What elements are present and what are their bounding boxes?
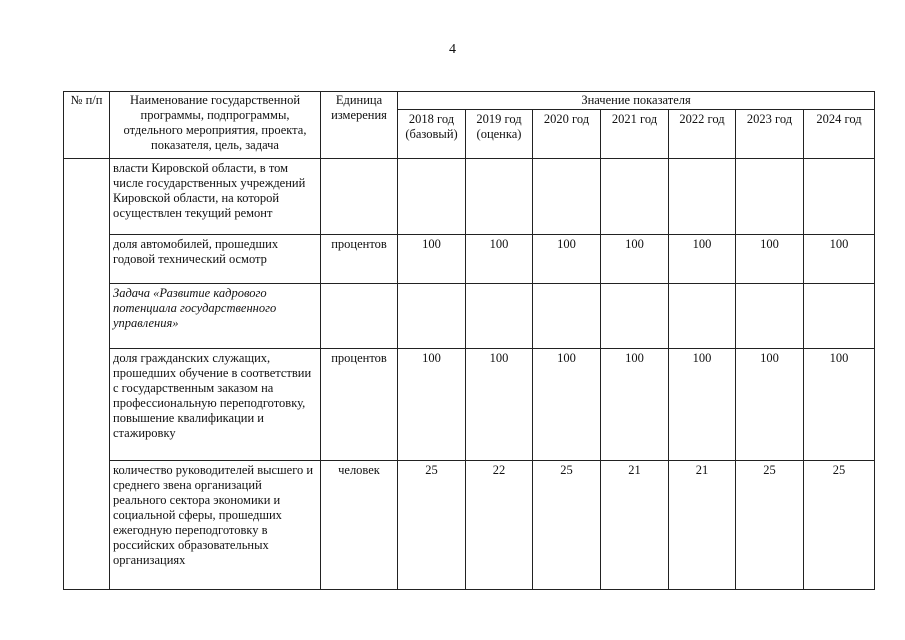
value-cell <box>466 159 533 235</box>
task-name: Задача «Развитие кадрового потенциала государственного управления» <box>110 284 321 349</box>
table-row <box>64 461 875 590</box>
indicator-name: доля гражданских служащих, прошедших обучение в соответствии с государственным заказом на профессиональную переподготовку, повышение квалификации и стажировку <box>110 349 321 461</box>
value-cell <box>601 159 669 235</box>
value-cell <box>533 284 601 349</box>
value-cell: 100 <box>466 349 533 461</box>
header-year: 2022 год <box>669 110 736 159</box>
indicator-name: власти Кировской области, в том числе государственных учреждений Кировской области, на которой осуществлен текущий ремонт <box>110 159 321 235</box>
value-cell: 21 <box>601 461 669 590</box>
value-cell: 21 <box>669 461 736 590</box>
value-cell <box>398 159 466 235</box>
row-number-cell <box>64 159 110 590</box>
value-cell: 22 <box>466 461 533 590</box>
value-cell: 100 <box>601 235 669 284</box>
indicator-unit: человек <box>321 461 398 590</box>
value-cell: 100 <box>601 349 669 461</box>
value-cell: 100 <box>533 349 601 461</box>
indicators-table <box>63 91 875 590</box>
value-cell <box>398 284 466 349</box>
indicator-unit <box>321 159 398 235</box>
table-row <box>64 159 875 235</box>
header-year: 2023 год <box>736 110 804 159</box>
value-cell <box>804 284 875 349</box>
value-cell: 100 <box>736 349 804 461</box>
indicator-unit: процентов <box>321 235 398 284</box>
value-cell <box>601 284 669 349</box>
value-cell: 25 <box>736 461 804 590</box>
indicator-unit <box>321 284 398 349</box>
header-unit: Единица измерения <box>321 92 398 159</box>
value-cell: 100 <box>466 235 533 284</box>
value-cell <box>669 159 736 235</box>
header-year: 2021 год <box>601 110 669 159</box>
header-year: 2024 год <box>804 110 875 159</box>
header-year: 2018 год (базовый) <box>398 110 466 159</box>
page-number: 4 <box>449 42 456 57</box>
value-cell: 100 <box>669 235 736 284</box>
value-cell: 25 <box>533 461 601 590</box>
value-cell: 100 <box>736 235 804 284</box>
header-year: 2020 год <box>533 110 601 159</box>
value-cell: 100 <box>804 235 875 284</box>
value-cell: 100 <box>804 349 875 461</box>
value-cell <box>736 284 804 349</box>
table-row <box>64 284 875 349</box>
value-cell <box>466 284 533 349</box>
table-row <box>64 349 875 461</box>
table-header-row <box>64 92 875 110</box>
header-name: Наименование государственной программы, подпрограммы, отдельного мероприятия, проекта, показателя, цель, задача <box>110 92 321 159</box>
value-cell: 100 <box>533 235 601 284</box>
indicator-name: количество руководителей высшего и среднего звена организаций реального сектора экономики и социальной сферы, прошедших ежегодную переподготовку в российских образовательных организациях <box>110 461 321 590</box>
header-value-group: Значение показателя <box>398 92 875 110</box>
value-cell <box>804 159 875 235</box>
value-cell <box>669 284 736 349</box>
header-year: 2019 год (оценка) <box>466 110 533 159</box>
value-cell <box>736 159 804 235</box>
table-row <box>64 235 875 284</box>
value-cell: 25 <box>804 461 875 590</box>
value-cell: 100 <box>669 349 736 461</box>
value-cell: 100 <box>398 349 466 461</box>
value-cell <box>533 159 601 235</box>
indicator-unit: процентов <box>321 349 398 461</box>
indicator-name: доля автомобилей, прошедших годовой технический осмотр <box>110 235 321 284</box>
header-num: № п/п <box>64 92 110 159</box>
value-cell: 25 <box>398 461 466 590</box>
value-cell: 100 <box>398 235 466 284</box>
